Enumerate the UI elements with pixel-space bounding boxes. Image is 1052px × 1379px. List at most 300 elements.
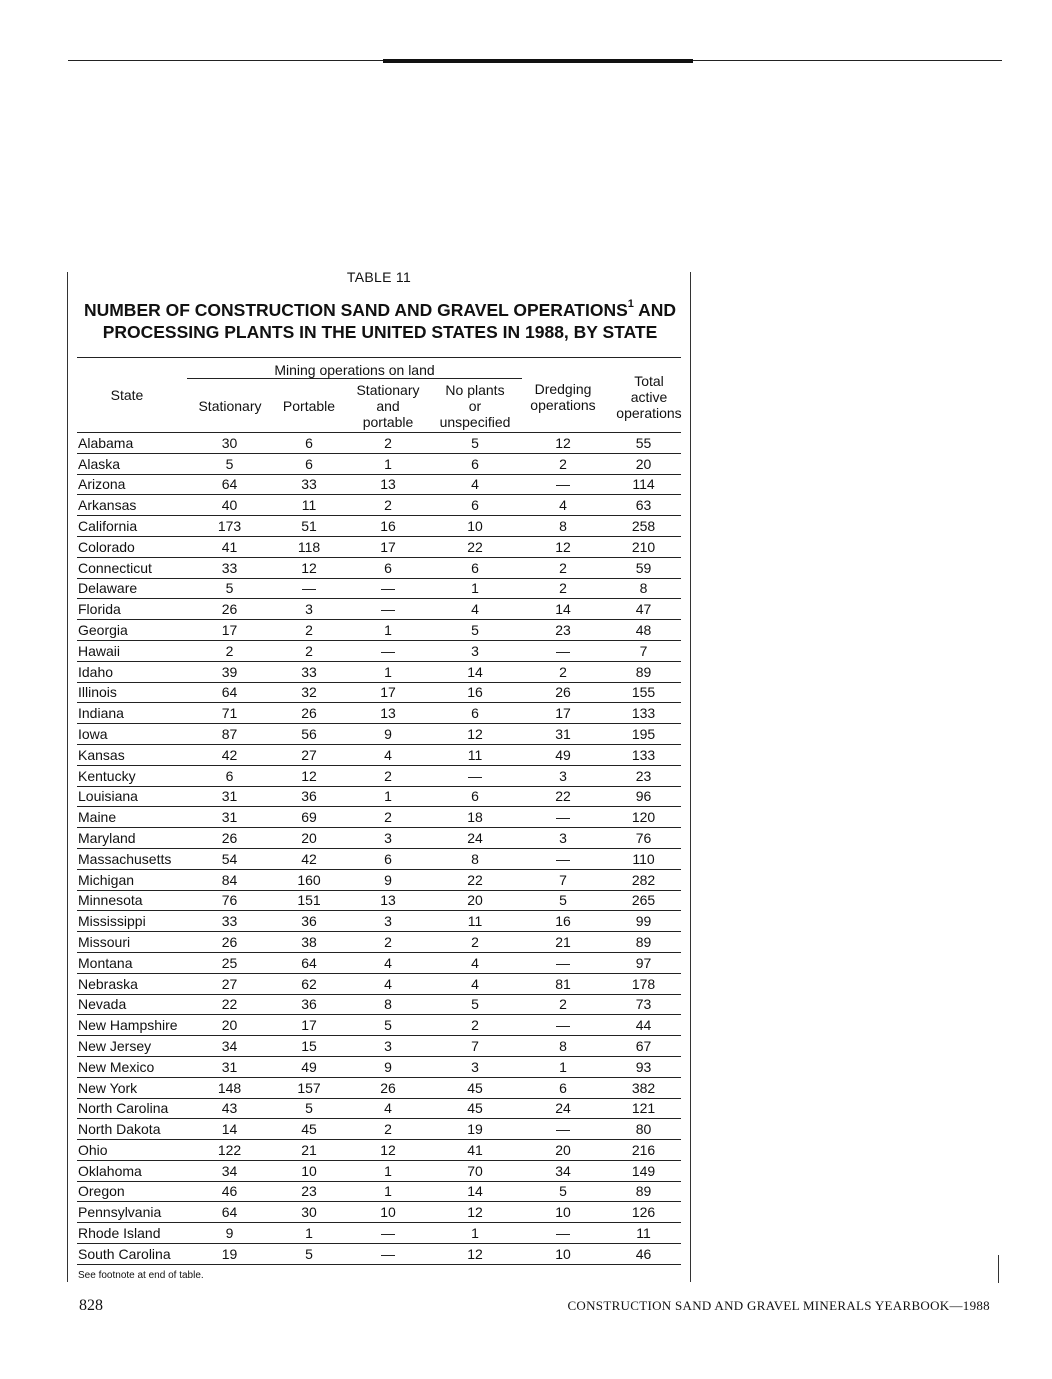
table-row — [77, 495, 681, 516]
value-cell: 26 — [346, 1077, 430, 1098]
value-cell: 5 — [272, 1098, 346, 1119]
value-cell: 41 — [430, 1140, 520, 1161]
value-cell: 1 — [346, 661, 430, 682]
header-no-plants — [430, 382, 520, 430]
value-cell: 16 — [520, 911, 606, 932]
state-cell: Colorado — [77, 536, 187, 557]
value-cell: 2 — [520, 994, 606, 1015]
state-cell: South Carolina — [77, 1244, 187, 1265]
value-cell: 6 — [430, 786, 520, 807]
value-cell: 1 — [430, 1223, 520, 1244]
value-cell: 10 — [520, 1202, 606, 1223]
value-cell: 97 — [606, 952, 681, 973]
value-cell: 14 — [430, 661, 520, 682]
value-cell: 36 — [272, 786, 346, 807]
value-cell: 87 — [187, 724, 272, 745]
table-row — [77, 1223, 681, 1244]
value-cell: 7 — [520, 869, 606, 890]
value-cell: 17 — [520, 703, 606, 724]
value-cell: 3 — [272, 599, 346, 620]
value-cell: 20 — [187, 1015, 272, 1036]
value-cell: 36 — [272, 911, 346, 932]
value-cell: — — [520, 807, 606, 828]
value-cell: 6 — [346, 848, 430, 869]
value-cell: 27 — [187, 973, 272, 994]
state-cell: Rhode Island — [77, 1223, 187, 1244]
table-row — [77, 536, 681, 557]
value-cell: 6 — [430, 495, 520, 516]
value-cell: 121 — [606, 1098, 681, 1119]
value-cell: 8 — [606, 578, 681, 599]
table-row — [77, 765, 681, 786]
value-cell: 6 — [187, 765, 272, 786]
value-cell: 8 — [520, 516, 606, 537]
value-cell: 43 — [187, 1098, 272, 1119]
value-cell: 8 — [346, 994, 430, 1015]
table-row — [77, 973, 681, 994]
value-cell: — — [346, 1223, 430, 1244]
table-row — [77, 1077, 681, 1098]
state-cell: Massachusetts — [77, 848, 187, 869]
value-cell: 5 — [187, 453, 272, 474]
value-cell: 54 — [187, 848, 272, 869]
header-np-line2: or — [468, 398, 482, 414]
value-cell: 42 — [187, 744, 272, 765]
value-cell: 11 — [272, 495, 346, 516]
value-cell: 47 — [606, 599, 681, 620]
value-cell: 118 — [272, 536, 346, 557]
value-cell: 9 — [346, 869, 430, 890]
value-cell: 84 — [187, 869, 272, 890]
running-head: CONSTRUCTION SAND AND GRAVEL MINERALS YEARBOOK—1988 — [567, 1298, 990, 1313]
table-row — [77, 1160, 681, 1181]
state-cell: Michigan — [77, 869, 187, 890]
value-cell: 178 — [606, 973, 681, 994]
value-cell: 23 — [520, 620, 606, 641]
value-cell: 8 — [520, 1036, 606, 1057]
value-cell: 258 — [606, 516, 681, 537]
value-cell: 382 — [606, 1077, 681, 1098]
header-total-line3: operations — [616, 405, 682, 421]
value-cell: 59 — [606, 557, 681, 578]
state-cell: Illinois — [77, 682, 187, 703]
state-cell: Pennsylvania — [77, 1202, 187, 1223]
table-row — [77, 744, 681, 765]
state-cell: Oklahoma — [77, 1160, 187, 1181]
value-cell: 4 — [430, 599, 520, 620]
data-table — [77, 433, 681, 1265]
value-cell: 2 — [346, 932, 430, 953]
state-cell: Alabama — [77, 433, 187, 453]
value-cell: 2 — [346, 807, 430, 828]
value-cell: 148 — [187, 1077, 272, 1098]
state-cell: North Carolina — [77, 1098, 187, 1119]
value-cell: 25 — [187, 952, 272, 973]
table-row — [77, 703, 681, 724]
header-total — [606, 373, 692, 421]
value-cell: 2 — [272, 640, 346, 661]
value-cell: 2 — [520, 578, 606, 599]
value-cell: 5 — [187, 578, 272, 599]
table-row — [77, 433, 681, 453]
value-cell: 99 — [606, 911, 681, 932]
table-row — [77, 661, 681, 682]
value-cell: 2 — [520, 661, 606, 682]
value-cell: 80 — [606, 1119, 681, 1140]
state-cell: Montana — [77, 952, 187, 973]
value-cell: 23 — [606, 765, 681, 786]
value-cell: 39 — [187, 661, 272, 682]
value-cell: 31 — [520, 724, 606, 745]
value-cell: 55 — [606, 433, 681, 453]
header-mining-group: Mining operations on land — [274, 362, 435, 378]
header-stationary: Stationary — [198, 398, 262, 414]
value-cell: 76 — [606, 828, 681, 849]
value-cell: 6 — [430, 453, 520, 474]
state-cell: Oregon — [77, 1181, 187, 1202]
value-cell: 14 — [430, 1181, 520, 1202]
value-cell: 26 — [520, 682, 606, 703]
value-cell: 21 — [520, 932, 606, 953]
value-cell: 4 — [520, 495, 606, 516]
value-cell: 11 — [430, 911, 520, 932]
value-cell: 34 — [187, 1036, 272, 1057]
value-cell: 1 — [346, 1181, 430, 1202]
state-cell: Kentucky — [77, 765, 187, 786]
value-cell: 34 — [520, 1160, 606, 1181]
value-cell: 44 — [606, 1015, 681, 1036]
value-cell: 64 — [187, 1202, 272, 1223]
table-row — [77, 578, 681, 599]
state-cell: New Hampshire — [77, 1015, 187, 1036]
value-cell: 19 — [430, 1119, 520, 1140]
value-cell: 73 — [606, 994, 681, 1015]
value-cell: 22 — [430, 536, 520, 557]
value-cell: — — [346, 1244, 430, 1265]
value-cell: 160 — [272, 869, 346, 890]
value-cell: 4 — [346, 973, 430, 994]
value-cell: 2 — [187, 640, 272, 661]
value-cell: 96 — [606, 786, 681, 807]
far-right-rule — [998, 1255, 999, 1283]
value-cell: 64 — [272, 952, 346, 973]
value-cell: 1 — [520, 1056, 606, 1077]
value-cell: 45 — [430, 1098, 520, 1119]
value-cell: 10 — [430, 516, 520, 537]
state-cell: Minnesota — [77, 890, 187, 911]
value-cell: 2 — [430, 932, 520, 953]
value-cell: 3 — [346, 1036, 430, 1057]
header-top-rule — [77, 357, 681, 358]
value-cell: — — [520, 474, 606, 495]
value-cell: 4 — [346, 744, 430, 765]
header-sp-line3: portable — [362, 414, 414, 430]
state-cell: Hawaii — [77, 640, 187, 661]
value-cell: 48 — [606, 620, 681, 641]
header-sp-line2: and — [376, 398, 400, 414]
value-cell: 26 — [187, 828, 272, 849]
state-cell: Arkansas — [77, 495, 187, 516]
value-cell: 3 — [430, 1056, 520, 1077]
value-cell: 6 — [430, 703, 520, 724]
value-cell: 7 — [430, 1036, 520, 1057]
value-cell: 71 — [187, 703, 272, 724]
value-cell: 3 — [430, 640, 520, 661]
value-cell: 30 — [272, 1202, 346, 1223]
value-cell: 4 — [430, 952, 520, 973]
value-cell: 4 — [430, 973, 520, 994]
state-cell: Indiana — [77, 703, 187, 724]
value-cell: 122 — [187, 1140, 272, 1161]
value-cell: 195 — [606, 724, 681, 745]
value-cell: — — [520, 848, 606, 869]
right-border-rule — [690, 272, 691, 1282]
table-row — [77, 474, 681, 495]
value-cell: — — [520, 640, 606, 661]
value-cell: 9 — [346, 1056, 430, 1077]
value-cell: 114 — [606, 474, 681, 495]
table-row — [77, 1244, 681, 1265]
state-cell: Connecticut — [77, 557, 187, 578]
value-cell: 17 — [346, 682, 430, 703]
header-dredging — [520, 381, 606, 413]
value-cell: 18 — [430, 807, 520, 828]
value-cell: 32 — [272, 682, 346, 703]
header-np-line3: unspecified — [439, 414, 511, 430]
table-title — [75, 295, 685, 343]
state-cell: Florida — [77, 599, 187, 620]
header-total-line1: Total — [634, 373, 664, 389]
value-cell: 64 — [187, 682, 272, 703]
value-cell: 31 — [187, 786, 272, 807]
value-cell: 149 — [606, 1160, 681, 1181]
value-cell: 12 — [430, 724, 520, 745]
value-cell: 10 — [346, 1202, 430, 1223]
value-cell: 81 — [520, 973, 606, 994]
value-cell: 41 — [187, 536, 272, 557]
table-row — [77, 911, 681, 932]
value-cell: 13 — [346, 703, 430, 724]
value-cell: 70 — [430, 1160, 520, 1181]
value-cell: 45 — [272, 1119, 346, 1140]
value-cell: 20 — [520, 1140, 606, 1161]
value-cell: 45 — [430, 1077, 520, 1098]
value-cell: 9 — [346, 724, 430, 745]
value-cell: 173 — [187, 516, 272, 537]
value-cell: 12 — [520, 433, 606, 453]
value-cell: 1 — [346, 1160, 430, 1181]
table-body — [77, 433, 681, 1264]
value-cell: 4 — [430, 474, 520, 495]
table-row — [77, 640, 681, 661]
value-cell: 30 — [187, 433, 272, 453]
value-cell: 2 — [346, 1119, 430, 1140]
value-cell: 49 — [272, 1056, 346, 1077]
value-cell: 26 — [187, 599, 272, 620]
value-cell: 33 — [272, 474, 346, 495]
value-cell: 5 — [520, 890, 606, 911]
value-cell: 2 — [520, 453, 606, 474]
value-cell: 20 — [272, 828, 346, 849]
value-cell: 76 — [187, 890, 272, 911]
left-border-rule — [67, 272, 68, 1282]
value-cell: 6 — [520, 1077, 606, 1098]
value-cell: — — [272, 578, 346, 599]
header-portable: Portable — [282, 398, 336, 414]
value-cell: 151 — [272, 890, 346, 911]
table-row — [77, 453, 681, 474]
value-cell: 89 — [606, 1181, 681, 1202]
table-row — [77, 952, 681, 973]
footnote: See footnote at end of table. — [78, 1270, 204, 1281]
title-line2: PROCESSING PLANTS IN THE UNITED STATES IN 1988, BY STATE — [102, 321, 658, 342]
state-cell: Idaho — [77, 661, 187, 682]
value-cell: 4 — [346, 952, 430, 973]
value-cell: 13 — [346, 474, 430, 495]
header-stationary-and-portable — [346, 382, 430, 430]
table-row — [77, 807, 681, 828]
value-cell: 6 — [272, 433, 346, 453]
state-cell: Missouri — [77, 932, 187, 953]
value-cell: 5 — [520, 1181, 606, 1202]
top-rule-accent — [383, 59, 693, 63]
value-cell: 3 — [520, 765, 606, 786]
value-cell: 63 — [606, 495, 681, 516]
state-cell: Louisiana — [77, 786, 187, 807]
header-dr-line1: Dredging — [534, 381, 592, 397]
value-cell: 42 — [272, 848, 346, 869]
value-cell: 3 — [346, 828, 430, 849]
table-row — [77, 557, 681, 578]
value-cell: 21 — [272, 1140, 346, 1161]
table-row — [77, 994, 681, 1015]
value-cell: 282 — [606, 869, 681, 890]
value-cell: 216 — [606, 1140, 681, 1161]
value-cell: 133 — [606, 744, 681, 765]
value-cell: 6 — [272, 453, 346, 474]
value-cell: 17 — [272, 1015, 346, 1036]
value-cell: 12 — [346, 1140, 430, 1161]
value-cell: 5 — [272, 1244, 346, 1265]
value-cell: — — [346, 640, 430, 661]
table-row — [77, 1181, 681, 1202]
value-cell: 49 — [520, 744, 606, 765]
table-row — [77, 1140, 681, 1161]
value-cell: 67 — [606, 1036, 681, 1057]
state-cell: Iowa — [77, 724, 187, 745]
value-cell: 22 — [520, 786, 606, 807]
value-cell: 26 — [187, 932, 272, 953]
value-cell: 22 — [187, 994, 272, 1015]
value-cell: 11 — [606, 1223, 681, 1244]
value-cell: 69 — [272, 807, 346, 828]
value-cell: 64 — [187, 474, 272, 495]
value-cell: 157 — [272, 1077, 346, 1098]
table-row — [77, 1015, 681, 1036]
value-cell: — — [520, 952, 606, 973]
table-row — [77, 516, 681, 537]
table-row — [77, 1036, 681, 1057]
value-cell: 24 — [520, 1098, 606, 1119]
value-cell: 31 — [187, 1056, 272, 1077]
value-cell: 16 — [430, 682, 520, 703]
state-cell: Maryland — [77, 828, 187, 849]
value-cell: 110 — [606, 848, 681, 869]
state-cell: Georgia — [77, 620, 187, 641]
title-line1-end: AND — [633, 299, 677, 320]
value-cell: 4 — [346, 1098, 430, 1119]
value-cell: 1 — [430, 578, 520, 599]
value-cell: 33 — [187, 911, 272, 932]
value-cell: 33 — [272, 661, 346, 682]
state-cell: Delaware — [77, 578, 187, 599]
value-cell: 133 — [606, 703, 681, 724]
value-cell: 5 — [430, 620, 520, 641]
value-cell: 62 — [272, 973, 346, 994]
table-label: TABLE 11 — [346, 269, 412, 285]
value-cell: 6 — [346, 557, 430, 578]
table-row — [77, 828, 681, 849]
value-cell: 2 — [520, 557, 606, 578]
value-cell: 265 — [606, 890, 681, 911]
state-cell: New Jersey — [77, 1036, 187, 1057]
header-state: State — [110, 387, 144, 403]
value-cell: 89 — [606, 932, 681, 953]
table-row — [77, 786, 681, 807]
title-line1: NUMBER OF CONSTRUCTION SAND AND GRAVEL OPERATIONS — [83, 299, 628, 320]
value-cell: 5 — [430, 994, 520, 1015]
value-cell: 1 — [346, 620, 430, 641]
value-cell: 36 — [272, 994, 346, 1015]
value-cell: — — [520, 1119, 606, 1140]
value-cell: 16 — [346, 516, 430, 537]
value-cell: — — [346, 578, 430, 599]
value-cell: 5 — [346, 1015, 430, 1036]
value-cell: 2 — [272, 620, 346, 641]
value-cell: 1 — [272, 1223, 346, 1244]
value-cell: 89 — [606, 661, 681, 682]
table-row — [77, 620, 681, 641]
value-cell: 20 — [606, 453, 681, 474]
state-cell: Nebraska — [77, 973, 187, 994]
state-cell: Nevada — [77, 994, 187, 1015]
value-cell: 24 — [430, 828, 520, 849]
title-footnote-mark: 1 — [627, 298, 634, 310]
value-cell: 12 — [272, 557, 346, 578]
value-cell: 19 — [187, 1244, 272, 1265]
value-cell: 2 — [346, 495, 430, 516]
value-cell: 56 — [272, 724, 346, 745]
value-cell: 11 — [430, 744, 520, 765]
value-cell: 9 — [187, 1223, 272, 1244]
value-cell: 1 — [346, 786, 430, 807]
value-cell: 33 — [187, 557, 272, 578]
value-cell: 22 — [430, 869, 520, 890]
value-cell: 14 — [520, 599, 606, 620]
value-cell: 2 — [346, 433, 430, 453]
value-cell: 40 — [187, 495, 272, 516]
table-row — [77, 1202, 681, 1223]
header-total-line2: active — [630, 389, 668, 405]
state-cell: Ohio — [77, 1140, 187, 1161]
value-cell: 12 — [272, 765, 346, 786]
table-row — [77, 1119, 681, 1140]
state-cell: Kansas — [77, 744, 187, 765]
header-sp-line1: Stationary — [356, 382, 420, 398]
table-row — [77, 890, 681, 911]
table-row — [77, 869, 681, 890]
value-cell: 20 — [430, 890, 520, 911]
